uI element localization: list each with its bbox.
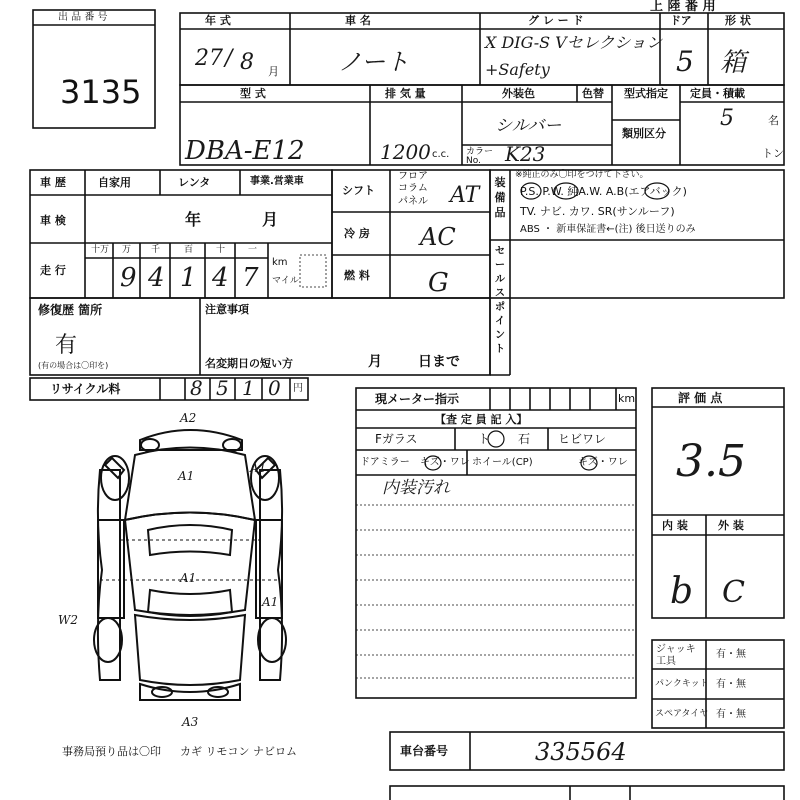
mileage-digit-5: 7 [242,263,259,293]
grade-value-line1: X DIG-S Vセレクション [485,33,663,52]
grade-value-line2: +Safety [485,60,550,79]
inspection-label: 車 検 [40,214,66,227]
shape-label: 形 状 [725,14,751,27]
inspection-month-unit: 月 [262,210,279,229]
exterior-label: 外 装 [718,519,744,532]
glass-label: Fガラス [375,432,418,446]
inspector-section-title: 【査 定 員 記 入】 [435,413,528,426]
shift-label: シフト [342,184,375,197]
mileage-digit-1: 9 [120,263,137,293]
mileage-label: 走 行 [40,264,66,277]
digit-label-100: 百 [184,245,194,255]
color-no-label: カラー No. [466,147,494,166]
recycle-label: リサイクル料 [50,382,121,396]
rating-score: 3.5 [676,436,746,487]
mark-right-rear: A1 [262,595,279,609]
grade-label: グ レ ー ド [528,14,584,27]
lot-number: 3135 [60,73,142,111]
ac-label: 冷 房 [344,227,370,240]
month-unit: 月 [268,65,279,78]
glass-crack: ヒビワレ [558,432,607,446]
digit-label-10: 十 [216,245,226,255]
equipment-line1: P.S. P.W. 純A.W. A.B(エアバック) [520,185,687,198]
km-unit: km [272,257,288,268]
office-items-label: 事務局預り品は〇印 [62,745,161,758]
spare-tire-label: スペアタイヤ [655,709,709,719]
equipment-note: ※純正のみ〇印をつけて下さい。 [515,170,649,180]
puncture-kit-value: 有・無 [716,679,746,690]
shift-column: コラム [398,183,428,194]
mark-rear-bumper: A3 [182,715,199,729]
rating-label: 評 価 点 [678,391,723,405]
top-label: 上 陸 番 用 [650,0,716,14]
meter-km: km [618,392,636,405]
mark-front-bumper: A2 [180,411,197,425]
year-slash: / [225,46,233,71]
year-label: 年 式 [205,14,231,27]
exterior-value: C [722,575,745,610]
mark-roof: A1 [180,571,197,585]
chassis-number-value: 335564 [535,738,627,766]
recycle-digit-3: 1 [242,376,255,400]
digit-label-10k: 万 [122,245,132,255]
puncture-kit-label: パンクキット [655,679,709,689]
rental-option: レンタ [178,176,211,189]
model-value: DBA-E12 [185,136,305,166]
private-use-option: 自家用 [98,176,131,189]
name-change-month: 月 [368,354,382,370]
lot-number-label: 出 品 番 号 [58,12,108,23]
recycle-digit-1: 8 [190,376,203,400]
mileage-digit-4: 4 [212,263,229,293]
class-label: 類別区分 [622,127,666,140]
digit-label-1k: 千 [151,245,161,255]
shape-value: 箱 [720,48,747,78]
shift-panel: パネル [398,196,428,207]
cc-unit: c.c. [432,149,450,160]
ton-unit: トン [762,147,784,160]
capacity-unit: 名 [768,114,779,127]
color-change-label: 色替 [582,87,604,100]
equipment-line2: TV. ナビ. カワ. SR(サンルーフ) [520,205,675,218]
name-change-label: 名変期日の短い方 [205,357,293,370]
car-name-value: ノート [338,48,410,76]
wheel-label: ホイール(CP) [472,457,533,468]
mark-left-rear: W2 [58,613,78,627]
mileage-digit-3: 1 [180,263,197,293]
mile-unit: マイル [272,276,299,286]
jack-tool-label: ジャッキ工具 [656,644,696,667]
name-change-day: 日まで [418,354,460,370]
digit-label-100k: 十万 [91,245,110,255]
meter-label: 現メーター指示 [375,392,460,406]
doors-label: ドア [670,14,692,27]
color-value: シルバー [495,116,562,136]
repair-history-note: (有の場合は〇印を) [38,361,109,370]
repair-history-label: 修復歴 箇所 [38,303,103,317]
capacity-label: 定員・積載 [690,87,745,100]
wheel-options: キズ・ワレ [578,457,628,468]
mileage-digit-2: 4 [148,263,165,293]
year-value: 27 [195,46,223,71]
recycle-unit: 円 [293,383,303,394]
mark-hood: A1 [178,469,195,483]
equipment-line3: ABS ・ 新車保証書←(注) 後日送りのみ [520,224,696,235]
spare-tire-value: 有・無 [716,709,746,720]
displacement-label: 排 気 量 [385,87,426,100]
car-name-label: 車 名 [345,14,371,27]
exterior-color-label: 外装色 [502,87,535,100]
jack-tool-value: 有・無 [716,649,746,660]
equipment-label: 装備品 [494,176,506,219]
repair-history-value: 有 [55,333,78,358]
fuel-label: 燃 料 [344,269,370,282]
recycle-digit-2: 5 [216,376,229,400]
inspector-note: 内装汚れ [382,478,450,498]
shift-value: AT [450,183,480,208]
inspection-year-unit: 年 [185,210,202,229]
interior-value: b [670,571,694,612]
model-label: 型 式 [240,87,266,100]
ac-value: AC [420,223,456,251]
business-option: 事業.営業車 [250,176,304,187]
chassis-number-label: 車台番号 [400,744,449,758]
doors-value: 5 [676,45,694,78]
office-items: カギ リモコン ナビロム [180,745,297,758]
mirror-options: キズ・ワレ [420,457,470,468]
displacement-value: 1200 [380,140,431,164]
type-designation-label: 型式指定 [624,87,668,100]
color-no-value: K23 [505,142,546,166]
mirror-label: ドアミラー [360,457,410,468]
recycle-digit-4: 0 [268,376,281,400]
glass-stone: 石 [518,432,531,446]
mark-right-front: A1 [250,461,267,475]
shift-floor: フロア [398,171,428,182]
interior-label: 内 装 [662,519,688,532]
caution-label: 注意事項 [205,303,249,316]
digit-label-1: 一 [248,245,258,255]
sales-point-label: セールスポイント [495,246,505,355]
fuel-value: G [428,268,449,298]
capacity-value: 5 [720,106,734,131]
history-label: 車 歴 [40,176,66,189]
glass-to: ト [478,432,491,446]
month-value: 8 [240,50,254,75]
